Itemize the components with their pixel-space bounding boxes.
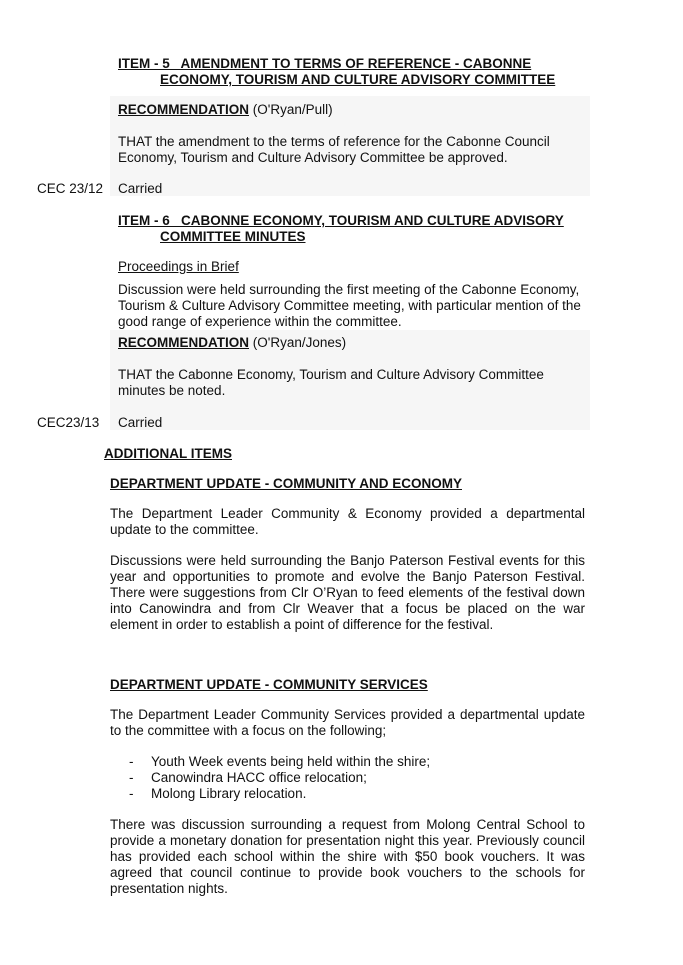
item-5-recommendation: [118, 102, 333, 118]
proceedings-label: Proceedings in Brief: [118, 259, 239, 274]
item-6-resolution-number: CEC23/13: [37, 415, 100, 430]
para-line: Discussions were held surrounding the Banjo Paterson Festival events for this: [110, 553, 585, 568]
para-line: update to the committee.: [110, 522, 259, 537]
item-5-heading-line1: ITEM - 5 AMENDMENT TO TERMS OF REFERENCE - CABONNE: [118, 56, 532, 71]
para-line: agreed that council continue to provide book vouchers to the schools for: [110, 865, 585, 880]
list-item-text: Youth Week events being held within the shire;: [151, 754, 431, 769]
para-line: There were suggestions from Clr O’Ryan to feed elements of the festival down: [110, 585, 585, 600]
dash-bullet: -: [129, 754, 134, 769]
para-line: presentation nights.: [110, 881, 228, 896]
para-line: into Canowindra and from Clr Weaver that a focus be placed on the war: [110, 601, 585, 616]
community-economy-para2: [110, 553, 585, 633]
proceedings-line2: Tourism & Culture Advisory Committee meeting, with particular mention of the: [118, 298, 581, 313]
proceedings-line1: Discussion were held surrounding the first meeting of the Cabonne Economy,: [118, 282, 580, 297]
item-5-outcome: Carried: [118, 181, 163, 196]
community-services-intro: [110, 707, 585, 739]
additional-items-heading: ADDITIONAL ITEMS: [104, 446, 232, 461]
item-6-recommendation: [118, 335, 346, 351]
para-line: provide a monetary donation for presentation night this year. Previously council: [110, 833, 585, 848]
item-6-heading-line2: COMMITTEE MINUTES: [160, 229, 306, 244]
para-line: year and opportunities to promote and evolve the Banjo Paterson Festival.: [110, 569, 585, 584]
recommendation-movers: (O'Ryan/Pull): [252, 102, 333, 117]
item-5-resolution-number: CEC 23/12: [37, 181, 104, 196]
list-item: [129, 754, 431, 770]
item-5-heading-line2: ECONOMY, TOURISM AND CULTURE ADVISORY COMMITTEE: [160, 72, 556, 87]
dash-bullet: -: [129, 770, 134, 785]
item-6-resolution-line2: minutes be noted.: [118, 383, 226, 398]
item-6-outcome: Carried: [118, 415, 163, 430]
list-item: [129, 786, 430, 802]
community-services-list: [129, 754, 431, 802]
para-line: There was discussion surrounding a request from Molong Central School to: [110, 817, 585, 832]
para-line: to the committee with a focus on the following;: [110, 723, 387, 738]
list-item-text: Molong Library relocation.: [151, 786, 307, 801]
para-line: element in order to establish a point of difference for the festival.: [110, 617, 494, 632]
list-item: [129, 770, 430, 786]
recommendation-label: RECOMMENDATION: [118, 335, 249, 350]
para-line: has provided each school within the shire with $50 book vouchers. It was: [110, 849, 585, 864]
community-economy-heading: DEPARTMENT UPDATE - COMMUNITY AND ECONOMY: [110, 476, 462, 491]
community-services-heading: DEPARTMENT UPDATE - COMMUNITY SERVICES: [110, 677, 428, 692]
recommendation-label: RECOMMENDATION: [118, 102, 249, 117]
item-6-heading-line1: ITEM - 6 CABONNE ECONOMY, TOURISM AND CULTURE ADVISORY: [118, 213, 564, 228]
dash-bullet: -: [129, 786, 134, 801]
item-5-resolution-line2: Economy, Tourism and Culture Advisory Committee be approved.: [118, 150, 508, 165]
item-6-resolution-line1: THAT the Cabonne Economy, Tourism and Culture Advisory Committee: [118, 367, 544, 382]
community-services-para: [110, 817, 585, 897]
para-line: The Department Leader Community Services provided a departmental update: [110, 707, 585, 722]
recommendation-movers: (O'Ryan/Jones): [252, 335, 347, 350]
list-item-text: Canowindra HACC office relocation;: [151, 770, 367, 785]
community-economy-para1: [110, 506, 585, 538]
item-5-resolution-line1: THAT the amendment to the terms of reference for the Cabonne Council: [118, 134, 550, 149]
para-line: The Department Leader Community & Economy provided a departmental: [110, 506, 585, 521]
proceedings-line3: good range of experience within the committee.: [118, 314, 402, 329]
